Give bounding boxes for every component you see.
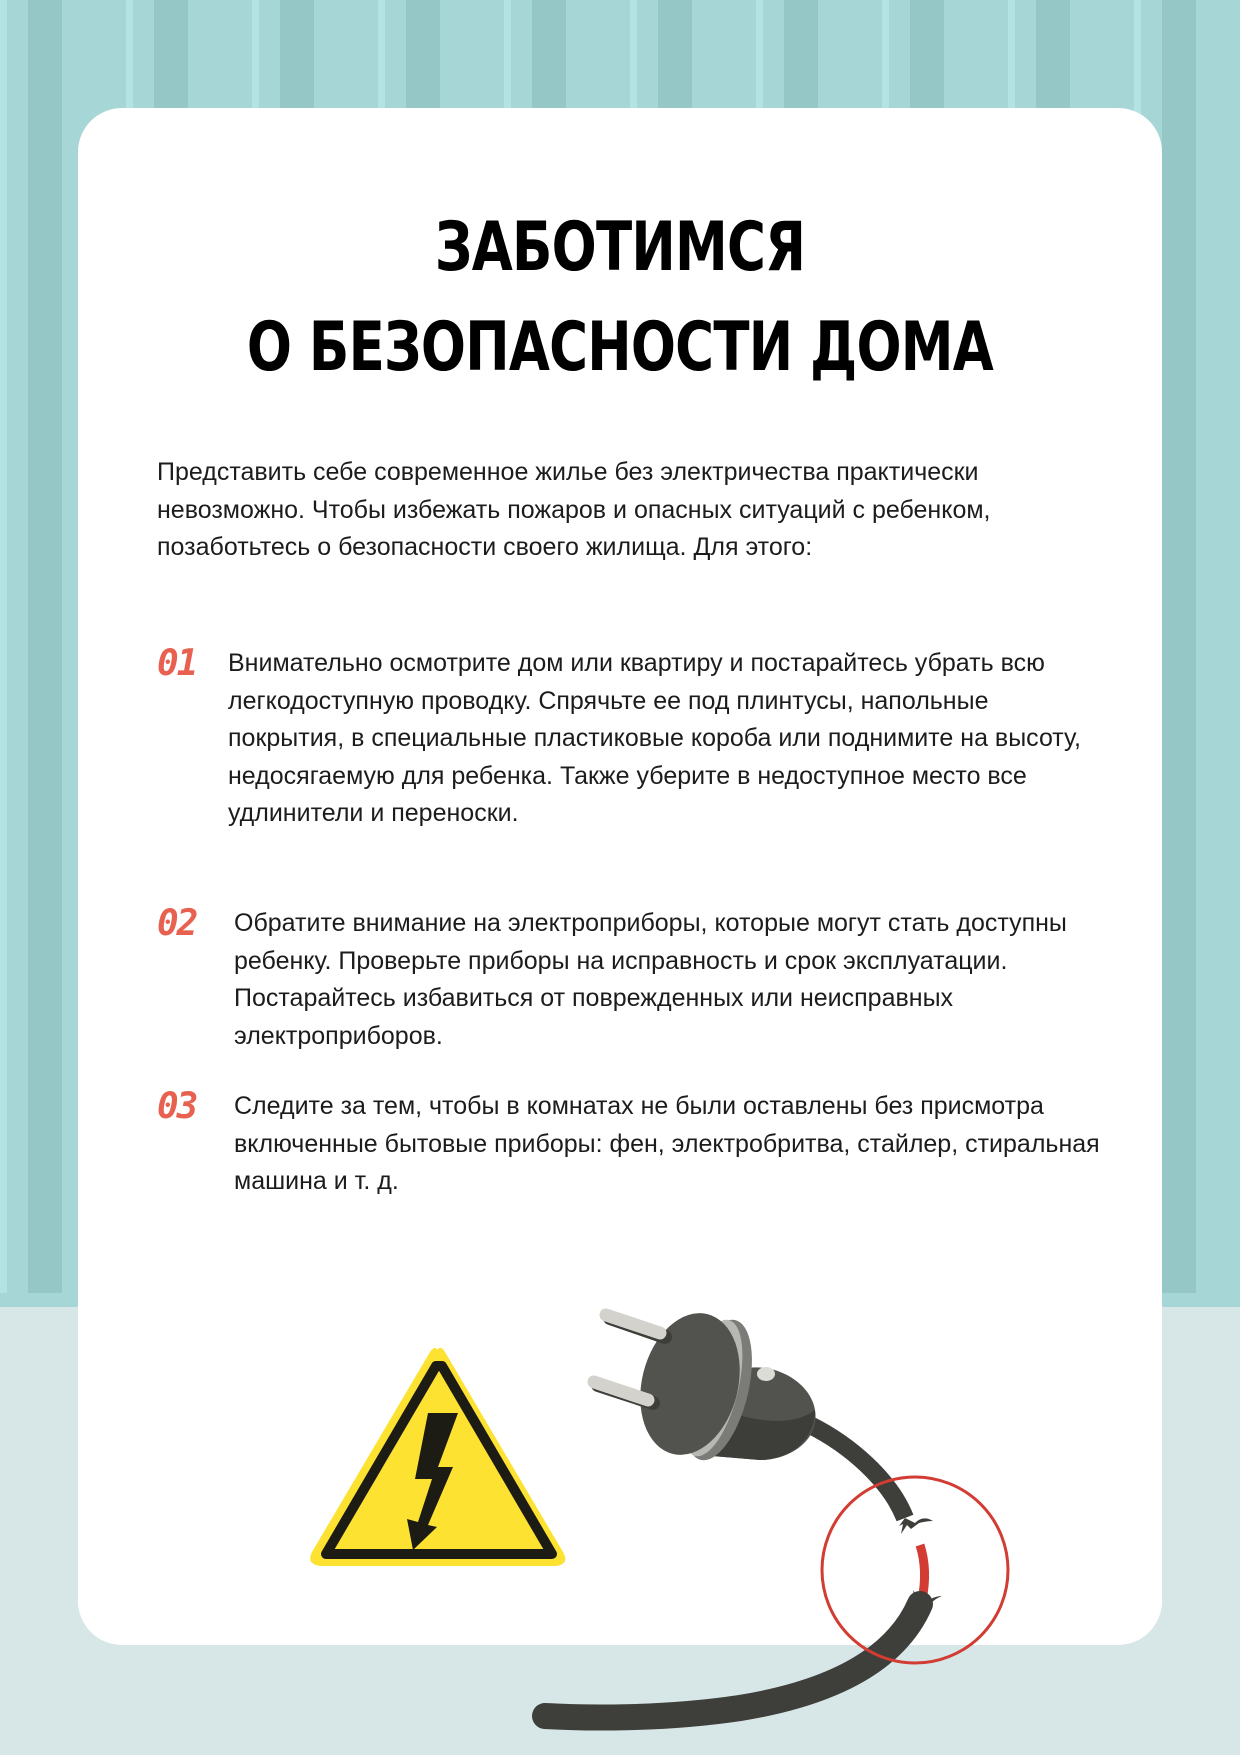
title-line-1: ЗАБОТИМСЯ xyxy=(434,208,806,287)
item-number: 02 xyxy=(157,903,197,944)
item-text: Внимательно осмотрите дом или квартиру и постарайтесь убрать всю легкодоступную проводку. Спрячьте ее под плинтусы, напольные покрытия, в специальные пластиковые короба или поднимите на высоту, недосягаемую для ребенка. Также уберите в недоступное место все удлинители и переноски. xyxy=(228,649,1081,827)
title-line-2: О БЕЗОПАСНОСТИ ДОМА xyxy=(246,308,994,387)
damaged-cable-icon xyxy=(545,1425,1008,1718)
item-number: 01 xyxy=(157,643,197,684)
item-text: Обратите внимание на электроприборы, которые могут стать доступны ребенку. Проверьте приборы на исправность и срок эксплуатации. Постарайтесь избавиться от поврежденных или неисправных электроприборов. xyxy=(234,909,1067,1050)
item-number: 03 xyxy=(157,1086,197,1127)
high-voltage-warning-icon xyxy=(310,1348,565,1566)
intro-paragraph: Представить себе современное жилье без электричества практически невозможно. Чтобы избежать пожаров и опасных ситуаций с ребенком, позаботьтесь о безопасности своего жилища. Для этого: xyxy=(157,458,991,561)
electric-plug-icon xyxy=(594,1303,816,1468)
item-text: Следите за тем, чтобы в комнатах не были оставлены без присмотра включенные бытовые приборы: фен, электробритва, стайлер, стиральная машина и т. д. xyxy=(234,1092,1100,1195)
